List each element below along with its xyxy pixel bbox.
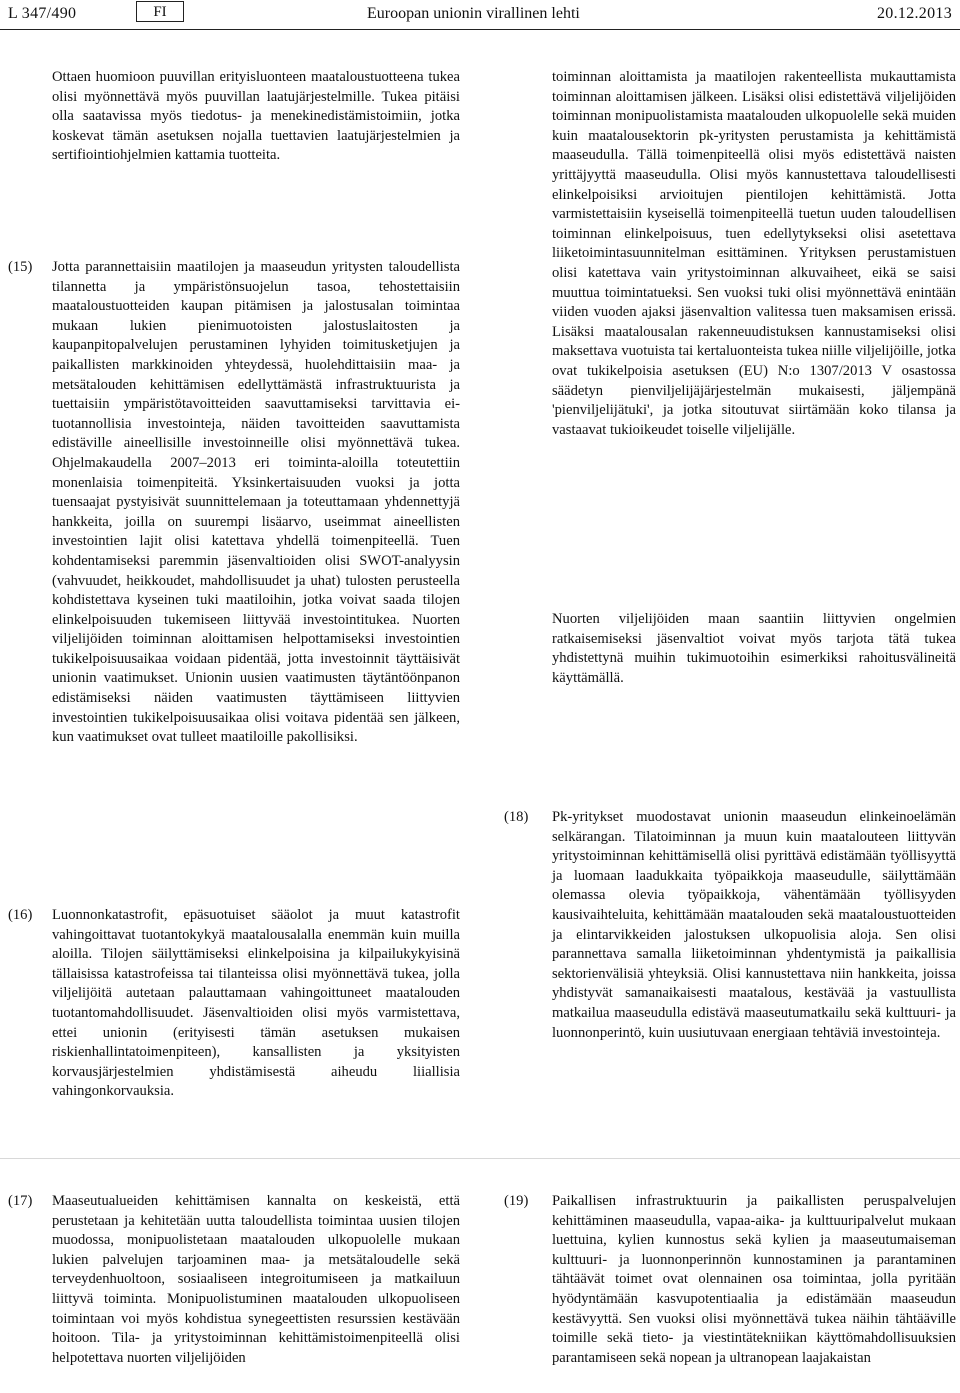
recital-16-text: Luonnonkatastrofit, epäsuotuiset sääolot ja muut katastrofit vahingoittavat tuotantokykyä maatalousalalla enemmän kuin muilla aloilla. Tilojen säilyttämiseksi elinkelpoisina ja kilpailukykyisinä tällaisissa katastrofeissa tai tilanteissa olisi myönnettävä tukea, jolla viljelijöitä autetaan palauttamaan vahingoittuneet maatalouden tuotantomahdollisuudet. Jäsenvaltioiden olisi myös varmistettava, ettei unionin (erityisesti tämän asetuksen mukaisen riskienhallintatoimenpiteen), kansallisten ja yksityisten korvausjärjestelmien yhdistämisestä aiheudu liiallisia vahingonkorvauksia. [52, 907, 460, 1100]
recital-number-19: (19) [504, 1193, 529, 1209]
recital-number-18: (18) [504, 809, 529, 825]
journal-title: Euroopan unionin virallinen lehti [367, 5, 580, 22]
publication-date: 20.12.2013 [877, 5, 952, 22]
recital-17-text: Maaseutualueiden kehittämisen kannalta on keskeistä, että perustetaan ja kehitetään uutta taloudellista toimintaa uusien tilojen muodossa, monipuolistetaan maatalouden ulkopuolelle mukaan lukien palvelujen tarjoaminen maa- ja metsätaloudelle sekä terveydenhuoltoon, sosiaaliseen integroitumiseen ja matkailuun liittyvä toiminta. Monipuolistuminen maatalouden ulkopuoliseen toimintaan voi myös kohdistua synegeettisten resurssien kestävään hoitoon. Tila- ja yritystoiminnan kehittämistoimenpiteellä olisi helpotettava nuorten viljelijöiden [52, 1193, 460, 1366]
recital-15-text: Jotta parannettaisiin maatilojen ja maaseudun yritysten taloudellista tilannetta ja ympäristönsuojelun tasoa, tehostettaisiin maataloustuotteiden kaupan pitämisen ja jalostusalan toimintaa mukaan lukien pienimuotoisten jalostuslaitosten ja kaupanpitopalvelujen perustaminen lyhyiden toimitusketjujen ja paikallisten markkinoiden yhteydessä, huolehdittaisiin maa- ja metsätalouden kehittämisen edellyttämästä infrastruktuurista ja tuettaisiin ympäristötavoitteiden saavuttamiseksi tarvittavia ei-tuotannollisia investointeja, näiden tavoitteiden saavuttamista edistäville aineellisille investoinneille olisi myönnettävä tukea. Ohjelmakaudella 2007–2013 eri toiminta-aloilla toteutettiin monenlaisia toimenpiteitä. Yksinkertaisuuden vuoksi ja jotta tuensaajat pystyisivät suunnittelemaan ja toteuttamaan yhdennettyjä hankkeita, joilla on suurempi lisäarvo, useimmat aineellisten investointien lajit olisi katettava yhdellä toimenpiteellä. Tuen kohdentamiseksi paremmin jäsenvaltioiden olisi SWOT-analyysin (vahvuudet, heikkoudet, mahdollisuudet ja uhat) tulosten perusteella kohdistettava kyseinen tuki maatiloihin, jotka voivat saada tilojen elinkelpoisuuden tukemiseen liittyvää investointitukea. Nuorten viljelijöiden toiminnan aloittamisen helpottamiseksi investointien tukikelpoisuusaikaa voidaan pidentää, jotta investoinnit täyttäisivät unionin vaatimukset. Unionin uusien vaatimusten täytäntöönpanon edistämiseksi näiden vaatimusten täyttämiseen liittyvien investointien tukikelpoisuusaikaa olisi voitava pidentää sen jälkeen, kun vaatimukset ovat tulleet maatiloille pakollisiksi. [52, 259, 460, 746]
language-code-box: FI [136, 1, 184, 22]
recital-number-16: (16) [8, 907, 33, 923]
recital-number-15: (15) [8, 259, 33, 275]
recital-number-17: (17) [8, 1193, 33, 1209]
section-divider [0, 1158, 960, 1159]
intro-paragraph: Ottaen huomioon puuvillan erityisluonteen maataloustuotteena tukea olisi myönnettävä myös puuvillan laatujärjestelmille. Tukea pitäisi olla saatavissa myös tiedotus- ja menekinedistämistoimiin, jotka koskevat tämän asetuksen nojalla tuettavien laatujärjestelmien ja sertifiointiohjelmien kattamia tuotteita. [52, 69, 460, 164]
journal-header [0, 0, 960, 28]
recital-19-text: Paikallisen infrastruktuurin ja paikallisten peruspalvelujen kehittäminen maaseudulla, vapaa-aika- ja kulttuuripalvelut mukaan luettuina, kylien kunnostus sekä kylien ja maaseutumaiseman kulttuuri- ja luonnonperinnön kunnostaminen ja parantaminen tähtäävät toimet ovat olennainen osa toimintaa, jolla pyritään hyödyntämään kasvupotentiaalia ja edistämään maaseudun kestävyyttä. Sen vuoksi olisi myönnettävä tukea näihin tähtääville toimille sekä tieto- ja viestintätekniikan käyttömahdollisuuksien parantamiseen sekä nopean ja ultranopean laajakaistan [552, 1193, 956, 1366]
young-farmers-paragraph: Nuorten viljelijöiden maan saantiin liittyvien ongelmien ratkaisemiseksi jäsenvaltiot voivat myös tarjota tätä tukea yhdistettynä muihin tukimuotoihin esimerkiksi rahoitusvälineitä käyttämällä. [552, 611, 956, 686]
page-reference: L 347/490 [8, 5, 77, 22]
header-rule [0, 29, 960, 30]
recital-17-continuation: toiminnan aloittamista ja maatilojen rakenteellista mukauttamista toiminnan aloittamisen jälkeen. Lisäksi olisi edistettävä viljelijöiden toiminnan monipuolistamista maatalouden ulkopuolelle sekä muiden kuin maatalousektorin pk-yritysten perustamista ja kehittämistä maaseudulla. Tällä toimenpiteellä olisi myös edistettävä naisten yrittäjyyttä maaseudulla. Olisi myös kannustettava taloudellisesti elinkelpoisiksi arvioitujen pientilojen kehittämistä. Jotta varmistettaisiin kyseisellä toimenpiteellä tuetun uuden taloudellisen toiminnan elinkelpoisuus, tuen edellytykseksi olisi asetettava liiketoimintasuunnitelman esittäminen. Yrityksen perustamistuen olisi katettava vain yritystoiminnan alkuvaiheet, eikä se saisi muuttua toimintatueksi. Sen vuoksi tuki olisi myönnettävä enintään viiden vuoden ajaksi jäsenvaltion valitessa tuen maksamisen erissä. Lisäksi maatalousalan rakenneuudistuksen kannustamiseksi olisi maksettava vuotuista tai kertaluonteista tukea niille viljelijöille, jotka ovat tukikelpoisia asetuksen (EU) N:o 1307/2013 V osastossa säädetyn pienviljelijäjärjestelmän mukaisesti, jäljempänä 'pienviljelijätuki', ja jotka sitoutuvat siirtämään koko tilansa ja vastaavat tukioikeudet toiselle viljelijälle. [552, 69, 956, 438]
recital-18-text: Pk-yritykset muodostavat unionin maaseudun elinkeinoelämän selkärangan. Tilatoiminnan ja muun kuin maatalouteen liittyvän yritystoiminnan kehittämisellä olisi pyrittävä edistämään työllisyyttä ja luomaan laadukkaita työpaikkoja maaseudulle, säilyttämään olemassa olevia työpaikkoja, vähentämään työllisyyden kausivaihteluita, kehittämään maatalouden sekä maataloustuotteiden ja elintarvikkeiden jalostuksen ulkopuolisia aloja. Sen olisi parannettava samalla liiketoiminnan yhdentymistä ja paikallisia sektorienvälisiä yhteyksiä. Olisi kannustettava niin hankkeita, joissa yhdistyvät samanaikaisesti maatalous, kestävää ja vastuullista matkailua maaseudulla edistävä maaseutumatkailu sekä kulttuuri- ja luonnonperintö, kuin uusiutuvaan energiaan tehtäviä investointeja. [552, 809, 956, 1041]
